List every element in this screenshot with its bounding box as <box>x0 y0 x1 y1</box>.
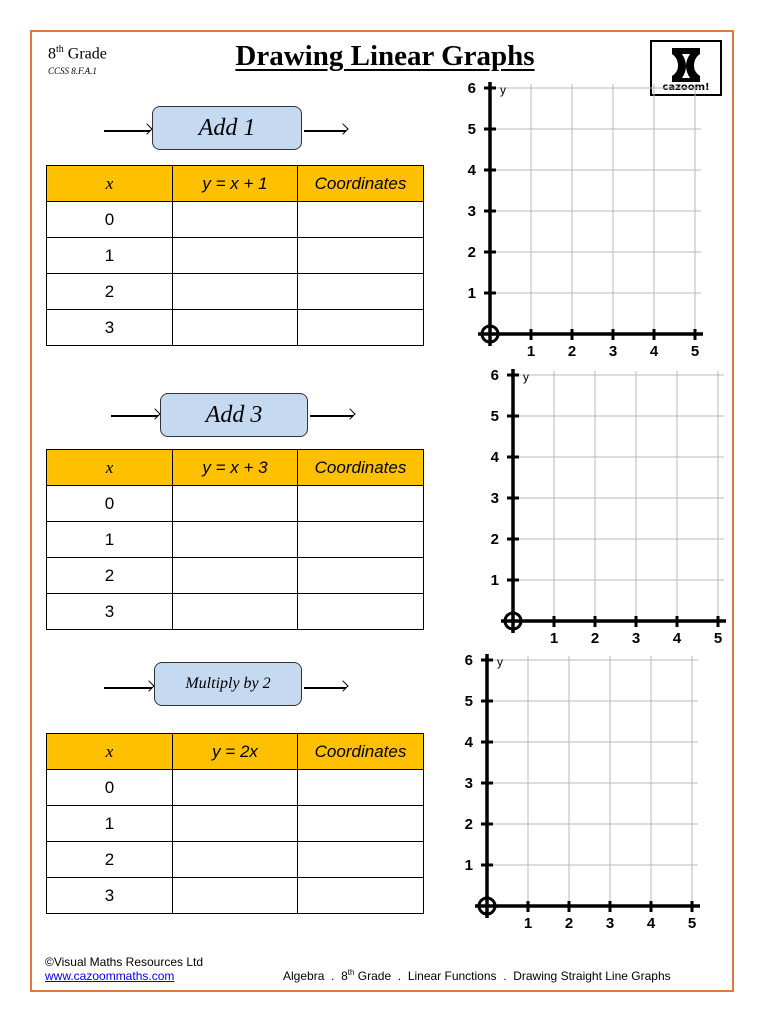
rule-box-3: Multiply by 2 <box>154 662 302 706</box>
footer-topic-linear-functions: Linear Functions <box>407 969 497 983</box>
footer-grade: 8th Grade <box>341 968 392 983</box>
x-value: 2 <box>47 842 173 878</box>
header-rule: y = 2x <box>173 734 298 770</box>
y-tick-label: 6 <box>490 367 499 384</box>
footer-separator: . <box>331 969 335 983</box>
x-tick-label: 3 <box>608 343 618 360</box>
logo-text: cazoom! <box>662 82 710 93</box>
x-value: 2 <box>47 558 173 594</box>
x-tick-label: 2 <box>567 343 577 360</box>
x-tick-label: 5 <box>687 915 697 932</box>
header-coordinates: Coordinates <box>298 166 424 202</box>
x-tick-label: 3 <box>631 630 641 647</box>
y-tick-label: 6 <box>467 80 476 97</box>
x-tick-label: 1 <box>526 343 536 360</box>
website-link[interactable]: www.cazoommaths.com <box>45 969 175 983</box>
x-tick-label: 4 <box>649 343 659 360</box>
x-value: 1 <box>47 806 173 842</box>
y-tick-label: 4 <box>467 162 476 179</box>
header-coordinates: Coordinates <box>298 450 424 486</box>
y-tick-label: 2 <box>490 531 499 548</box>
copyright-text: ©Visual Maths Resources Ltd <box>45 955 204 969</box>
rule-box-2: Add 3 <box>160 393 308 437</box>
header-coordinates: Coordinates <box>298 734 424 770</box>
x-value: 1 <box>47 522 173 558</box>
y-tick-label: 1 <box>490 572 499 589</box>
x-value: 1 <box>47 238 173 274</box>
header-x: x <box>47 450 173 486</box>
footer-topics <box>283 968 671 983</box>
header-rule: y = x + 1 <box>173 166 298 202</box>
y-tick-label: 5 <box>490 408 499 425</box>
y-axis-label: y <box>500 83 506 97</box>
x-tick-label: 4 <box>672 630 682 647</box>
header-x: x <box>47 734 173 770</box>
footer-separator: . <box>503 969 507 983</box>
x-tick-label: 2 <box>564 915 574 932</box>
y-tick-label: 1 <box>467 285 476 302</box>
y-axis-label: y <box>523 370 529 384</box>
footer-topic-straight-line-graphs: Drawing Straight Line Graphs <box>513 969 671 983</box>
header-rule: y = x + 3 <box>173 450 298 486</box>
y-tick-label: 3 <box>467 203 476 220</box>
footer-separator: . <box>397 969 402 983</box>
x-value: 3 <box>47 594 173 630</box>
y-tick-label: 1 <box>464 857 473 874</box>
y-tick-label: 4 <box>464 734 473 751</box>
x-value: 2 <box>47 274 173 310</box>
footer-credits <box>45 955 203 983</box>
y-axis-label: y <box>497 655 503 669</box>
x-value: 0 <box>47 486 173 522</box>
rule-box-1: Add 1 <box>152 106 302 150</box>
x-tick-label: 5 <box>713 630 723 647</box>
standard-code: CCSS 8.F.A.1 <box>48 66 97 76</box>
y-tick-label: 5 <box>467 121 476 138</box>
y-tick-label: 6 <box>464 652 473 669</box>
y-tick-label: 2 <box>464 816 473 833</box>
y-tick-label: 5 <box>464 693 473 710</box>
x-tick-label: 1 <box>523 915 533 932</box>
x-value: 0 <box>47 770 173 806</box>
header-x: x <box>47 166 173 202</box>
x-tick-label: 2 <box>590 630 600 647</box>
page-title: Drawing Linear Graphs <box>235 40 535 72</box>
x-tick-label: 3 <box>605 915 615 932</box>
x-value: 0 <box>47 202 173 238</box>
x-tick-label: 1 <box>549 630 559 647</box>
y-tick-label: 2 <box>467 244 476 261</box>
grade-level: 8th Grade <box>48 44 107 63</box>
footer-topic-algebra: Algebra <box>283 969 325 983</box>
y-tick-label: 4 <box>490 449 499 466</box>
x-value: 3 <box>47 878 173 914</box>
x-value: 3 <box>47 310 173 346</box>
y-tick-label: 3 <box>464 775 473 792</box>
x-tick-label: 4 <box>646 915 656 932</box>
x-tick-label: 5 <box>690 343 700 360</box>
y-tick-label: 3 <box>490 490 499 507</box>
